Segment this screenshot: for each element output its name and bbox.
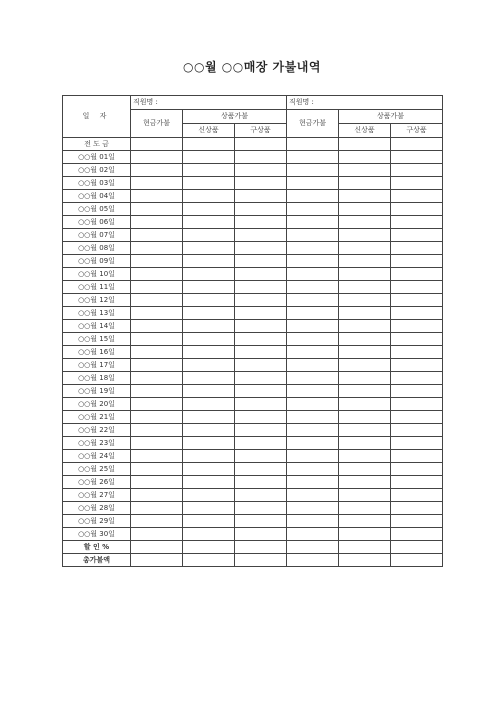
staff-a-cash-cell[interactable] [131, 320, 183, 333]
table-row [63, 437, 443, 450]
staff-b-cash-cell[interactable] [287, 242, 339, 255]
staff-a-cash-cell[interactable] [131, 411, 183, 424]
staff-b-cash-cell[interactable] [287, 528, 339, 541]
staff-b-new-goods-cell[interactable] [339, 424, 391, 437]
staff-a-new-goods-cell[interactable] [183, 528, 235, 541]
row-label: ○○월 12일 [63, 294, 131, 307]
staff-a-cash-cell[interactable] [131, 398, 183, 411]
staff-b-new-goods-cell[interactable] [339, 294, 391, 307]
staff-b-new-goods-cell[interactable] [339, 554, 391, 567]
staff-a-cash-cell[interactable] [131, 164, 183, 177]
staff-b-old-goods-cell[interactable] [391, 216, 443, 229]
table-row [63, 190, 443, 203]
document-title: ○○월 ○○매장 가불내역 [183, 60, 321, 74]
staff-b-old-goods-cell[interactable] [391, 268, 443, 281]
table-row [63, 398, 443, 411]
staff-a-new-goods-cell[interactable] [183, 450, 235, 463]
staff-a-cash-cell[interactable] [131, 489, 183, 502]
table-row [63, 229, 443, 242]
staff-a-cash-cell[interactable] [131, 151, 183, 164]
row-label: 할 인 % [63, 541, 131, 554]
staff-a-new-goods-cell[interactable] [183, 515, 235, 528]
staff-a-old-goods-cell[interactable] [235, 242, 287, 255]
table-row [63, 476, 443, 489]
staff-a-old-goods-cell[interactable] [235, 489, 287, 502]
row-label: ○○월 06일 [63, 216, 131, 229]
staff-b-new-goods-cell[interactable] [339, 242, 391, 255]
staff-a-old-goods-cell[interactable] [235, 294, 287, 307]
staff-b-old-goods-cell[interactable] [391, 515, 443, 528]
staff-b-old-goods-cell[interactable] [391, 229, 443, 242]
staff-b-cash-cell[interactable] [287, 255, 339, 268]
staff-b-new-goods-cell[interactable] [339, 320, 391, 333]
staff-b-new-goods-cell[interactable] [339, 203, 391, 216]
staff-b-old-goods-cell[interactable] [391, 164, 443, 177]
staff-b-cash-cell[interactable] [287, 164, 339, 177]
staff-a-new-goods-cell[interactable] [183, 190, 235, 203]
staff-b-new-goods-cell[interactable] [339, 450, 391, 463]
staff-a-old-goods-cell[interactable] [235, 138, 287, 151]
staff-b-cash-cell[interactable] [287, 346, 339, 359]
staff-a-cash-cell[interactable] [131, 463, 183, 476]
row-label: ○○월 13일 [63, 307, 131, 320]
staff-a-old-goods-cell[interactable] [235, 151, 287, 164]
staff-b-old-goods-cell[interactable] [391, 138, 443, 151]
staff-b-cash-cell[interactable] [287, 320, 339, 333]
table-row [63, 268, 443, 281]
staff-b-new-goods-cell[interactable] [339, 138, 391, 151]
staff-a-cash-cell[interactable] [131, 450, 183, 463]
staff-a-cash-cell[interactable] [131, 476, 183, 489]
staff-b-old-goods-cell[interactable] [391, 424, 443, 437]
staff-b-new-goods-cell[interactable] [339, 281, 391, 294]
row-label: ○○월 27일 [63, 489, 131, 502]
staff-a-new-goods-cell[interactable] [183, 424, 235, 437]
staff-b-old-goods-cell[interactable] [391, 294, 443, 307]
staff-b-new-goods-cell[interactable] [339, 398, 391, 411]
staff-a-cash-cell[interactable] [131, 190, 183, 203]
staff-b-cash-cell[interactable] [287, 216, 339, 229]
staff-a-old-goods-cell[interactable] [235, 515, 287, 528]
staff-b-new-goods-cell[interactable] [339, 229, 391, 242]
staff-a-new-goods-cell[interactable] [183, 229, 235, 242]
staff-a-new-goods-cell[interactable] [183, 177, 235, 190]
staff-b-old-goods-cell[interactable] [391, 281, 443, 294]
staff-b-cash-cell[interactable] [287, 489, 339, 502]
staff-b-old-goods-cell[interactable] [391, 320, 443, 333]
staff-b-cash-cell[interactable] [287, 385, 339, 398]
staff-a-old-goods-cell[interactable] [235, 398, 287, 411]
staff-a-new-goods-cell[interactable] [183, 359, 235, 372]
row-label: ○○월 28일 [63, 502, 131, 515]
staff-b-old-goods-cell[interactable] [391, 359, 443, 372]
staff-b-old-goods-cell[interactable] [391, 528, 443, 541]
staff-a-cash-cell[interactable] [131, 138, 183, 151]
staff-a-old-goods-header: 구상품 [235, 124, 287, 138]
staff-a-cash-header: 현금가불 [131, 110, 183, 138]
staff-b-cash-cell[interactable] [287, 463, 339, 476]
table-row [63, 372, 443, 385]
row-label: ○○월 29일 [63, 515, 131, 528]
table-row [63, 203, 443, 216]
staff-a-new-goods-cell[interactable] [183, 151, 235, 164]
staff-b-label: 직원명 : [289, 98, 314, 106]
staff-a-old-goods-cell[interactable] [235, 346, 287, 359]
table-row [63, 385, 443, 398]
staff-a-cash-cell[interactable] [131, 216, 183, 229]
staff-a-new-goods-cell[interactable] [183, 476, 235, 489]
staff-a-old-goods-cell[interactable] [235, 450, 287, 463]
table-row [63, 489, 443, 502]
staff-b-old-goods-cell[interactable] [391, 437, 443, 450]
staff-b-cash-cell[interactable] [287, 411, 339, 424]
staff-b-new-goods-cell[interactable] [339, 528, 391, 541]
staff-a-cash-cell[interactable] [131, 177, 183, 190]
staff-a-new-goods-cell[interactable] [183, 164, 235, 177]
staff-b-new-goods-cell[interactable] [339, 359, 391, 372]
staff-b-new-goods-header: 신상품 [339, 124, 391, 138]
staff-a-old-goods-cell[interactable] [235, 411, 287, 424]
staff-a-cash-cell[interactable] [131, 307, 183, 320]
table-row [63, 554, 443, 567]
row-label: ○○월 18일 [63, 372, 131, 385]
staff-a-cash-cell[interactable] [131, 229, 183, 242]
staff-b-cash-header: 현금가불 [287, 110, 339, 138]
table-row [63, 424, 443, 437]
staff-a-old-goods-cell[interactable] [235, 177, 287, 190]
table-row [63, 346, 443, 359]
table-row [63, 307, 443, 320]
staff-a-new-goods-header: 신상품 [183, 124, 235, 138]
staff-b-old-goods-cell[interactable] [391, 541, 443, 554]
staff-b-cash-cell[interactable] [287, 424, 339, 437]
staff-a-new-goods-cell[interactable] [183, 411, 235, 424]
staff-b-new-goods-cell[interactable] [339, 437, 391, 450]
staff-a-new-goods-cell[interactable] [183, 489, 235, 502]
staff-b-old-goods-cell[interactable] [391, 346, 443, 359]
table-row [63, 359, 443, 372]
staff-a-old-goods-cell[interactable] [235, 164, 287, 177]
staff-b-cash-cell[interactable] [287, 372, 339, 385]
staff-b-new-goods-cell[interactable] [339, 255, 391, 268]
staff-b-cash-cell[interactable] [287, 190, 339, 203]
staff-a-cash-cell[interactable] [131, 385, 183, 398]
staff-b-cash-cell[interactable] [287, 138, 339, 151]
row-label: ○○월 07일 [63, 229, 131, 242]
staff-a-new-goods-cell[interactable] [183, 502, 235, 515]
staff-b-name-cell[interactable] [287, 96, 443, 110]
staff-b-new-goods-cell[interactable] [339, 268, 391, 281]
staff-a-old-goods-cell[interactable] [235, 203, 287, 216]
staff-b-new-goods-cell[interactable] [339, 307, 391, 320]
staff-a-new-goods-cell[interactable] [183, 372, 235, 385]
table-row [63, 450, 443, 463]
staff-a-old-goods-cell[interactable] [235, 229, 287, 242]
staff-a-new-goods-cell[interactable] [183, 307, 235, 320]
staff-b-cash-cell[interactable] [287, 554, 339, 567]
staff-b-old-goods-cell[interactable] [391, 307, 443, 320]
staff-b-new-goods-cell[interactable] [339, 333, 391, 346]
staff-a-old-goods-cell[interactable] [235, 216, 287, 229]
staff-b-cash-cell[interactable] [287, 177, 339, 190]
staff-b-new-goods-cell[interactable] [339, 515, 391, 528]
staff-a-cash-cell[interactable] [131, 203, 183, 216]
table-row [63, 333, 443, 346]
staff-b-cash-cell[interactable] [287, 281, 339, 294]
staff-a-goods-header: 상품가불 [183, 110, 287, 124]
row-label: ○○월 30일 [63, 528, 131, 541]
staff-b-new-goods-cell[interactable] [339, 476, 391, 489]
table-row [63, 242, 443, 255]
staff-a-old-goods-cell[interactable] [235, 281, 287, 294]
row-label: ○○월 05일 [63, 203, 131, 216]
staff-b-cash-cell[interactable] [287, 502, 339, 515]
row-label: ○○월 11일 [63, 281, 131, 294]
staff-a-old-goods-cell[interactable] [235, 437, 287, 450]
table-row [63, 411, 443, 424]
staff-a-old-goods-cell[interactable] [235, 320, 287, 333]
staff-b-new-goods-cell[interactable] [339, 502, 391, 515]
staff-b-cash-cell[interactable] [287, 294, 339, 307]
staff-b-new-goods-cell[interactable] [339, 372, 391, 385]
staff-b-new-goods-cell[interactable] [339, 541, 391, 554]
staff-b-cash-cell[interactable] [287, 307, 339, 320]
staff-a-cash-cell[interactable] [131, 528, 183, 541]
staff-b-old-goods-header: 구상품 [391, 124, 443, 138]
row-label: ○○월 19일 [63, 385, 131, 398]
table-row [63, 515, 443, 528]
staff-a-new-goods-cell[interactable] [183, 203, 235, 216]
staff-a-new-goods-cell[interactable] [183, 216, 235, 229]
row-label: 총가불액 [63, 554, 131, 567]
staff-b-new-goods-cell[interactable] [339, 346, 391, 359]
staff-b-cash-cell[interactable] [287, 398, 339, 411]
staff-b-cash-cell[interactable] [287, 541, 339, 554]
staff-b-cash-cell[interactable] [287, 229, 339, 242]
staff-a-new-goods-cell[interactable] [183, 281, 235, 294]
staff-a-old-goods-cell[interactable] [235, 463, 287, 476]
staff-a-cash-cell[interactable] [131, 437, 183, 450]
staff-b-new-goods-cell[interactable] [339, 177, 391, 190]
staff-a-old-goods-cell[interactable] [235, 385, 287, 398]
staff-b-cash-cell[interactable] [287, 268, 339, 281]
staff-a-old-goods-cell[interactable] [235, 528, 287, 541]
staff-b-old-goods-cell[interactable] [391, 489, 443, 502]
staff-b-old-goods-cell[interactable] [391, 177, 443, 190]
staff-b-new-goods-cell[interactable] [339, 411, 391, 424]
staff-b-old-goods-cell[interactable] [391, 333, 443, 346]
staff-b-goods-header: 상품가불 [339, 110, 443, 124]
row-label: ○○월 23일 [63, 437, 131, 450]
staff-a-cash-cell[interactable] [131, 424, 183, 437]
staff-b-old-goods-cell[interactable] [391, 385, 443, 398]
advance-ledger-table [62, 95, 443, 567]
table-row [63, 164, 443, 177]
staff-a-new-goods-cell[interactable] [183, 541, 235, 554]
staff-b-old-goods-cell[interactable] [391, 411, 443, 424]
staff-b-new-goods-cell[interactable] [339, 151, 391, 164]
row-label: ○○월 20일 [63, 398, 131, 411]
row-label: ○○월 21일 [63, 411, 131, 424]
row-label: ○○월 14일 [63, 320, 131, 333]
row-label: ○○월 16일 [63, 346, 131, 359]
staff-b-new-goods-cell[interactable] [339, 216, 391, 229]
staff-b-old-goods-cell[interactable] [391, 255, 443, 268]
staff-b-cash-cell[interactable] [287, 515, 339, 528]
staff-b-new-goods-cell[interactable] [339, 164, 391, 177]
staff-a-old-goods-cell[interactable] [235, 307, 287, 320]
row-label: ○○월 26일 [63, 476, 131, 489]
staff-a-cash-cell[interactable] [131, 281, 183, 294]
staff-a-old-goods-cell[interactable] [235, 372, 287, 385]
staff-a-old-goods-cell[interactable] [235, 424, 287, 437]
staff-b-old-goods-cell[interactable] [391, 203, 443, 216]
row-label: ○○월 09일 [63, 255, 131, 268]
staff-a-cash-cell[interactable] [131, 359, 183, 372]
staff-a-old-goods-cell[interactable] [235, 268, 287, 281]
row-label: ○○월 01일 [63, 151, 131, 164]
row-label: ○○월 10일 [63, 268, 131, 281]
staff-a-new-goods-cell[interactable] [183, 554, 235, 567]
staff-b-cash-cell[interactable] [287, 359, 339, 372]
staff-b-old-goods-cell[interactable] [391, 554, 443, 567]
row-label: ○○월 24일 [63, 450, 131, 463]
table-row [63, 463, 443, 476]
staff-a-old-goods-cell[interactable] [235, 190, 287, 203]
table-row [63, 541, 443, 554]
row-label: ○○월 04일 [63, 190, 131, 203]
staff-a-cash-cell[interactable] [131, 346, 183, 359]
staff-a-name-cell[interactable] [131, 96, 287, 110]
staff-a-cash-cell[interactable] [131, 242, 183, 255]
staff-a-new-goods-cell[interactable] [183, 242, 235, 255]
staff-a-cash-cell[interactable] [131, 502, 183, 515]
staff-a-label: 직원명 : [133, 98, 158, 106]
staff-a-new-goods-cell[interactable] [183, 398, 235, 411]
staff-a-cash-cell[interactable] [131, 541, 183, 554]
staff-b-old-goods-cell[interactable] [391, 476, 443, 489]
staff-a-new-goods-cell[interactable] [183, 346, 235, 359]
staff-b-cash-cell[interactable] [287, 437, 339, 450]
table-row [63, 177, 443, 190]
staff-a-new-goods-cell[interactable] [183, 385, 235, 398]
staff-b-old-goods-cell[interactable] [391, 463, 443, 476]
staff-b-cash-cell[interactable] [287, 476, 339, 489]
staff-a-cash-cell[interactable] [131, 333, 183, 346]
table-row [63, 281, 443, 294]
staff-a-old-goods-cell[interactable] [235, 554, 287, 567]
table-row [63, 320, 443, 333]
staff-a-new-goods-cell[interactable] [183, 268, 235, 281]
staff-b-cash-cell[interactable] [287, 151, 339, 164]
row-label: ○○월 22일 [63, 424, 131, 437]
row-label: ○○월 03일 [63, 177, 131, 190]
staff-a-old-goods-cell[interactable] [235, 502, 287, 515]
staff-b-new-goods-cell[interactable] [339, 463, 391, 476]
staff-b-old-goods-cell[interactable] [391, 242, 443, 255]
table-row [63, 502, 443, 515]
staff-a-old-goods-cell[interactable] [235, 476, 287, 489]
staff-a-old-goods-cell[interactable] [235, 333, 287, 346]
staff-a-new-goods-cell[interactable] [183, 294, 235, 307]
row-label: 전 도 금 [63, 138, 131, 151]
staff-a-old-goods-cell[interactable] [235, 255, 287, 268]
table-row [63, 151, 443, 164]
row-label: ○○월 17일 [63, 359, 131, 372]
date-column-label: 일 자 [82, 112, 111, 120]
staff-a-new-goods-cell[interactable] [183, 255, 235, 268]
staff-b-old-goods-cell[interactable] [391, 502, 443, 515]
staff-b-cash-cell[interactable] [287, 333, 339, 346]
staff-a-new-goods-cell[interactable] [183, 320, 235, 333]
date-column-header [63, 96, 131, 138]
staff-b-old-goods-cell[interactable] [391, 190, 443, 203]
staff-a-new-goods-cell[interactable] [183, 437, 235, 450]
staff-a-new-goods-cell[interactable] [183, 333, 235, 346]
staff-b-old-goods-cell[interactable] [391, 398, 443, 411]
staff-b-new-goods-cell[interactable] [339, 489, 391, 502]
staff-a-cash-cell[interactable] [131, 554, 183, 567]
row-label: ○○월 15일 [63, 333, 131, 346]
staff-b-old-goods-cell[interactable] [391, 151, 443, 164]
staff-a-old-goods-cell[interactable] [235, 359, 287, 372]
staff-a-cash-cell[interactable] [131, 515, 183, 528]
staff-a-cash-cell[interactable] [131, 294, 183, 307]
staff-b-old-goods-cell[interactable] [391, 450, 443, 463]
staff-a-cash-cell[interactable] [131, 372, 183, 385]
table-row [63, 216, 443, 229]
table-row [63, 255, 443, 268]
staff-a-new-goods-cell[interactable] [183, 463, 235, 476]
table-row [63, 528, 443, 541]
table-row [63, 294, 443, 307]
staff-a-old-goods-cell[interactable] [235, 541, 287, 554]
table-row [63, 138, 443, 151]
staff-a-new-goods-cell[interactable] [183, 138, 235, 151]
staff-b-new-goods-cell[interactable] [339, 190, 391, 203]
staff-b-new-goods-cell[interactable] [339, 385, 391, 398]
staff-b-cash-cell[interactable] [287, 203, 339, 216]
staff-a-cash-cell[interactable] [131, 268, 183, 281]
staff-a-cash-cell[interactable] [131, 255, 183, 268]
row-label: ○○월 08일 [63, 242, 131, 255]
row-label: ○○월 02일 [63, 164, 131, 177]
row-label: ○○월 25일 [63, 463, 131, 476]
staff-b-cash-cell[interactable] [287, 450, 339, 463]
staff-b-old-goods-cell[interactable] [391, 372, 443, 385]
